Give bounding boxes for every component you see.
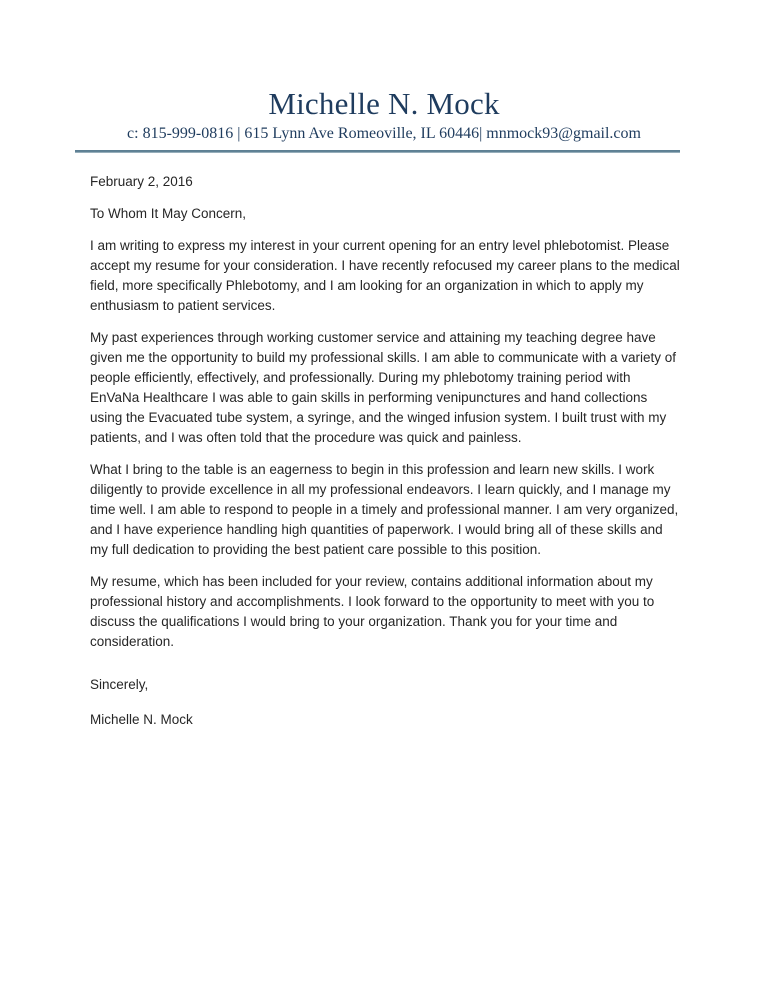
closing: Sincerely, [90, 677, 149, 692]
salutation: To Whom It May Concern, [90, 206, 247, 221]
letter-header [0, 0, 768, 153]
letter-body [0, 153, 768, 730]
signature-name: Michelle N. Mock [90, 712, 193, 727]
page-title: Michelle N. Mock [268, 86, 500, 121]
contact-line: c: 815-999-0816 | 615 Lynn Ave Romeoville, IL 60446| mnmock93@gmail.com [127, 125, 641, 142]
letter-date: February 2, 2016 [90, 174, 193, 189]
paragraph-experience: My past experiences through working customer service and attaining my teaching degree have given me the opportunity to build my professional skills. I am able to communicate with a variety of people efficiently, effectively, and professionally. During my phlebotomy training period with EnVaNa Healthcare I was able to gain skills in performing venipunctures and hand collections using the Evacuated tube system, a syringe, and the winged infusion system. I built trust with my patients, and I was often told that the procedure was quick and painless. [90, 330, 677, 445]
paragraph-intro: I am writing to express my interest in your current opening for an entry level phlebotomist. Please accept my resume for your consideration. I have recently refocused my career plans to the medical field, more specifically Phlebotomy, and I am looking for an organization in which to apply my enthusiasm to patient services. [90, 238, 680, 313]
paragraph-resume: My resume, which has been included for your review, contains additional information about my professional history and accomplishments. I look forward to the opportunity to meet with you to discuss the qualifications I would bring to your organization. Thank you for your time and consideration. [90, 574, 655, 649]
paragraph-skills: What I bring to the table is an eagerness to begin in this profession and learn new skills. I work diligently to provide excellence in all my professional endeavors. I learn quickly, and I manage my time well. I am able to respond to people in a timely and professional manner. I am very organized, and I have experience handling high quantities of paperwork. I would bring all of these skills and my full dedication to providing the best patient care possible to this position. [90, 462, 679, 557]
